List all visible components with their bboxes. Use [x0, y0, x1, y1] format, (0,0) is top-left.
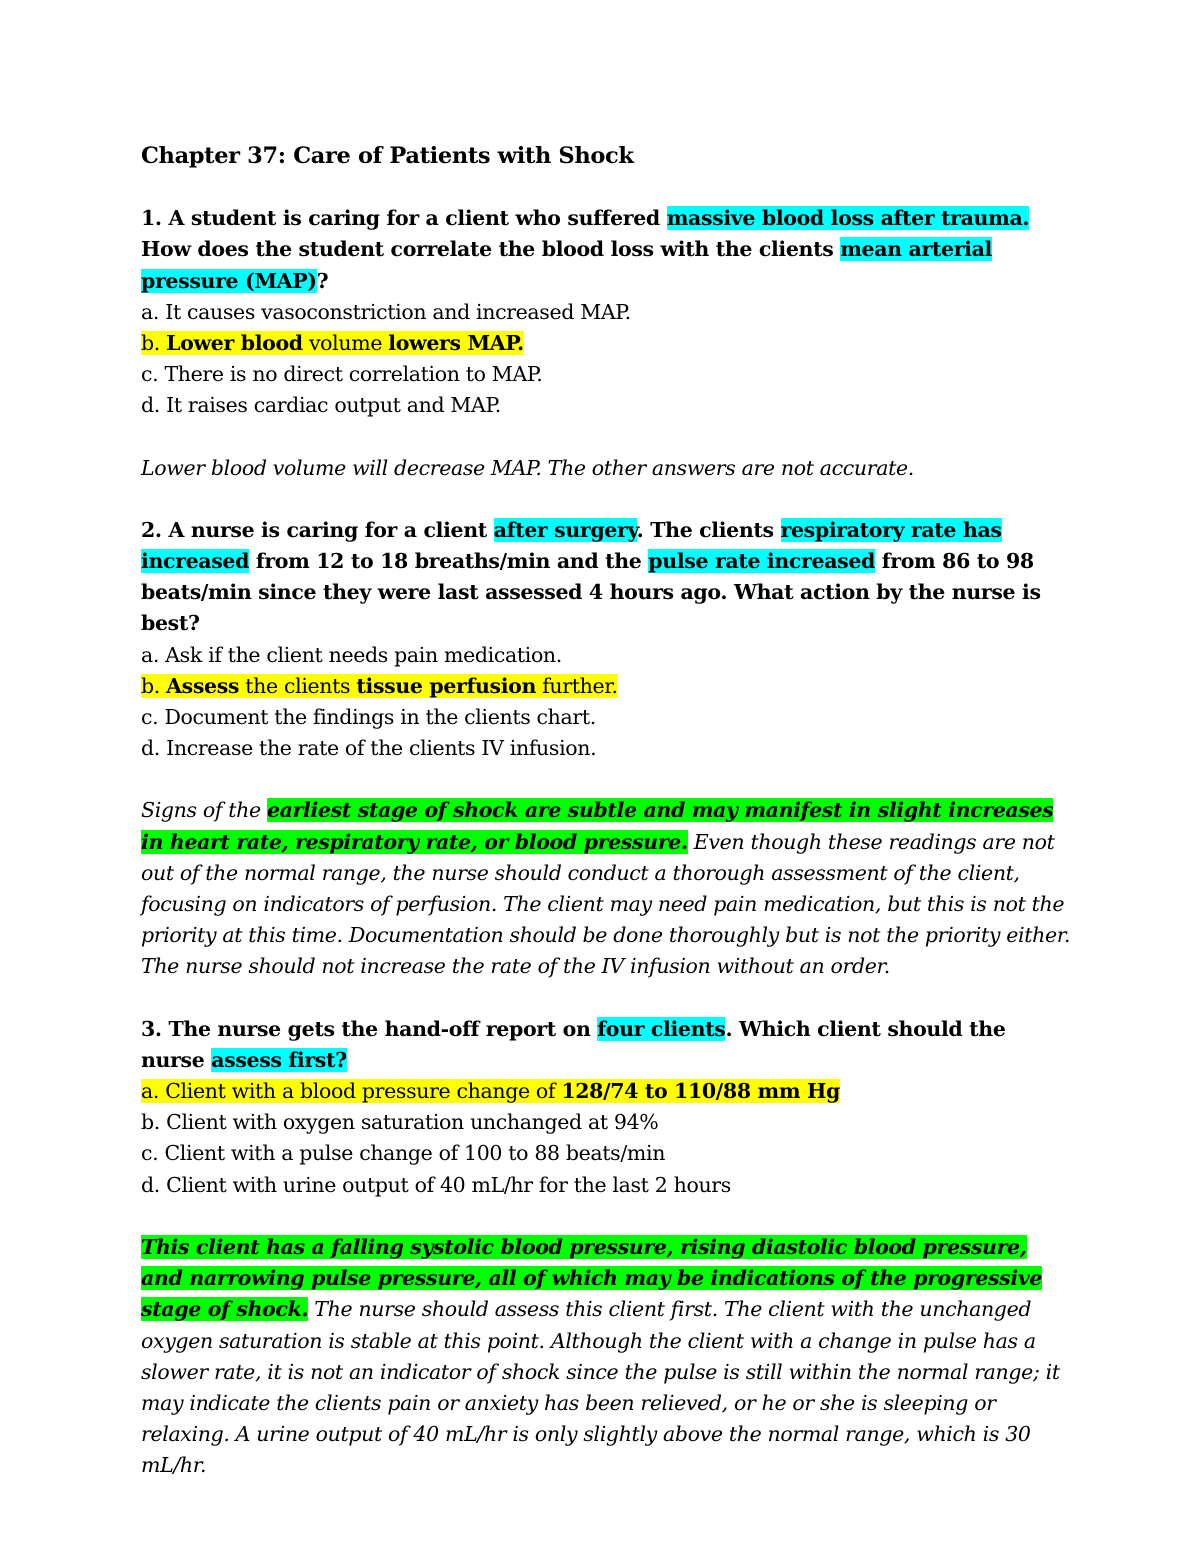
highlighted-keyword: four clients: [597, 1016, 726, 1041]
option-part: further.: [536, 673, 618, 698]
rationale-text: Lower blood volume will decrease MAP. The other answers are not accurate.: [141, 455, 914, 480]
highlighted-keyword: respiratory rate has increased: [141, 517, 1002, 574]
chapter-title: Chapter 37: Care of Patients with Shock: [141, 143, 634, 169]
option-part: c. There is no direct correlation to MAP.: [141, 362, 543, 387]
answer-option-correct: [141, 1076, 1071, 1107]
document-body: [141, 141, 1071, 1513]
stem-text: 3. The nurse gets the hand-off report on: [141, 1016, 598, 1041]
answer-option-correct: [141, 328, 1071, 359]
option-text: [141, 331, 524, 355]
question-block: [141, 203, 1071, 484]
option-part: c. Client with a pulse change of 100 to 88 beats/min: [141, 1141, 666, 1166]
option-text: [141, 674, 618, 698]
stem-text: from 12 to 18 breaths/min and the: [249, 549, 649, 574]
option-text: [141, 1173, 731, 1197]
stem-text: How does the student correlate the blood loss with the clients: [141, 237, 841, 262]
option-text: [141, 705, 596, 729]
answer-option: [141, 640, 1071, 671]
answer-option: [141, 359, 1071, 390]
question-stem: [141, 203, 1071, 297]
answer-option: [141, 1138, 1071, 1169]
answer-options: [141, 297, 1071, 422]
answer-option: [141, 702, 1071, 733]
option-bold-text: Lower blood: [166, 331, 303, 356]
stem-text: 1. A student is caring for a client who suffered: [141, 206, 667, 231]
option-part: c. Document the findings in the clients chart.: [141, 705, 596, 730]
rationale-highlight: earliest stage of shock are subtle and may manifest in slight increases in heart rate, respiratory rate, or blood pressure.: [141, 798, 1054, 854]
option-bold-text: lowers MAP.: [388, 331, 524, 356]
highlighted-keyword: after surgery: [493, 517, 637, 542]
option-text: [141, 300, 631, 324]
stem-text: 2. A nurse is caring for a client: [141, 517, 494, 542]
highlighted-keyword: mean arterial pressure (MAP): [141, 237, 992, 293]
option-part: d. Increase the rate of the clients IV infusion.: [141, 736, 597, 761]
question-block: [141, 1014, 1071, 1482]
question-list: [141, 203, 1071, 1481]
option-part: d. It raises cardiac output and MAP.: [141, 393, 501, 418]
option-text: [141, 643, 562, 667]
option-part: d. Client with urine output of 40 mL/hr for the last 2 hours: [141, 1172, 731, 1197]
option-part: a. Client with a blood pressure change of: [141, 1079, 562, 1104]
rationale-text: Signs of the: [141, 798, 267, 823]
stem-text: . Which client should the nurse: [141, 1016, 1006, 1072]
question-stem: [141, 1014, 1071, 1076]
stem-text: from 86 to 98 beats/min since they were last assessed 4 hours ago. What action by the nurse is best?: [141, 549, 1041, 636]
option-text: [141, 362, 542, 386]
question-block: [141, 515, 1071, 983]
option-part: the clients: [239, 673, 357, 698]
stem-text: . The clients: [636, 517, 781, 542]
highlighted-keyword: assess first?: [211, 1047, 347, 1072]
highlighted-keyword: pulse rate increased: [648, 549, 875, 574]
rationale: [141, 453, 1071, 484]
rationale: [141, 795, 1071, 982]
option-part: b. Client with oxygen saturation unchanged at 94%: [141, 1110, 659, 1135]
option-part: b.: [141, 673, 167, 698]
stem-text: ?: [316, 268, 329, 293]
rationale: [141, 1232, 1071, 1482]
rationale-text: Even though these readings are not out of the normal range, the nurse should conduct a thorough assessment of the client, focusing on indicators of perfusion. The client may need pain medication, but this is not the priority at this time. Documentation should be done thoroughly but is not the priority either. The nurse should not increase the rate of the IV infusion without an order.: [141, 829, 1071, 979]
rationale-highlight: This client has a falling systolic blood pressure, rising diastolic blood pressure, and narrowing pulse pressure, all of which may be indications of the progressive stage of shock.: [141, 1234, 1043, 1322]
highlighted-keyword: massive blood loss after trauma.: [666, 206, 1030, 231]
answer-option: [141, 733, 1071, 764]
option-part: a. Ask if the client needs pain medication.: [141, 642, 562, 667]
rationale-text: The nurse should assess this client first. The client with the unchanged oxygen saturation is stable at this point. Although the client with a change in pulse has a slower rate, it is not an indicator of shock since the pulse is still within the normal range; it may indicate the clients pain or anxiety has been relieved, or he or she is sleeping or relaxing. A urine output of 40 mL/hr is only slightly above the normal range, which is 30 mL/hr.: [141, 1297, 1060, 1478]
option-text: [141, 1110, 658, 1134]
answer-option: [141, 297, 1071, 328]
option-text: [141, 1141, 665, 1165]
option-bold-text: tissue perfusion: [356, 673, 537, 698]
option-part: b.: [141, 331, 167, 356]
answer-option: [141, 1107, 1071, 1138]
option-part: volume: [302, 331, 389, 356]
answer-options: [141, 640, 1071, 765]
answer-option: [141, 390, 1071, 421]
option-bold-text: 128/74 to 110/88 mm Hg: [561, 1079, 841, 1104]
option-text: [141, 1079, 840, 1103]
option-part: a. It causes vasoconstriction and increased MAP.: [141, 299, 631, 324]
answer-options: [141, 1076, 1071, 1201]
option-text: [141, 393, 501, 417]
option-bold-text: Assess: [166, 673, 240, 698]
question-stem: [141, 515, 1071, 640]
option-text: [141, 736, 596, 760]
answer-option: [141, 1170, 1071, 1201]
answer-option-correct: [141, 671, 1071, 702]
